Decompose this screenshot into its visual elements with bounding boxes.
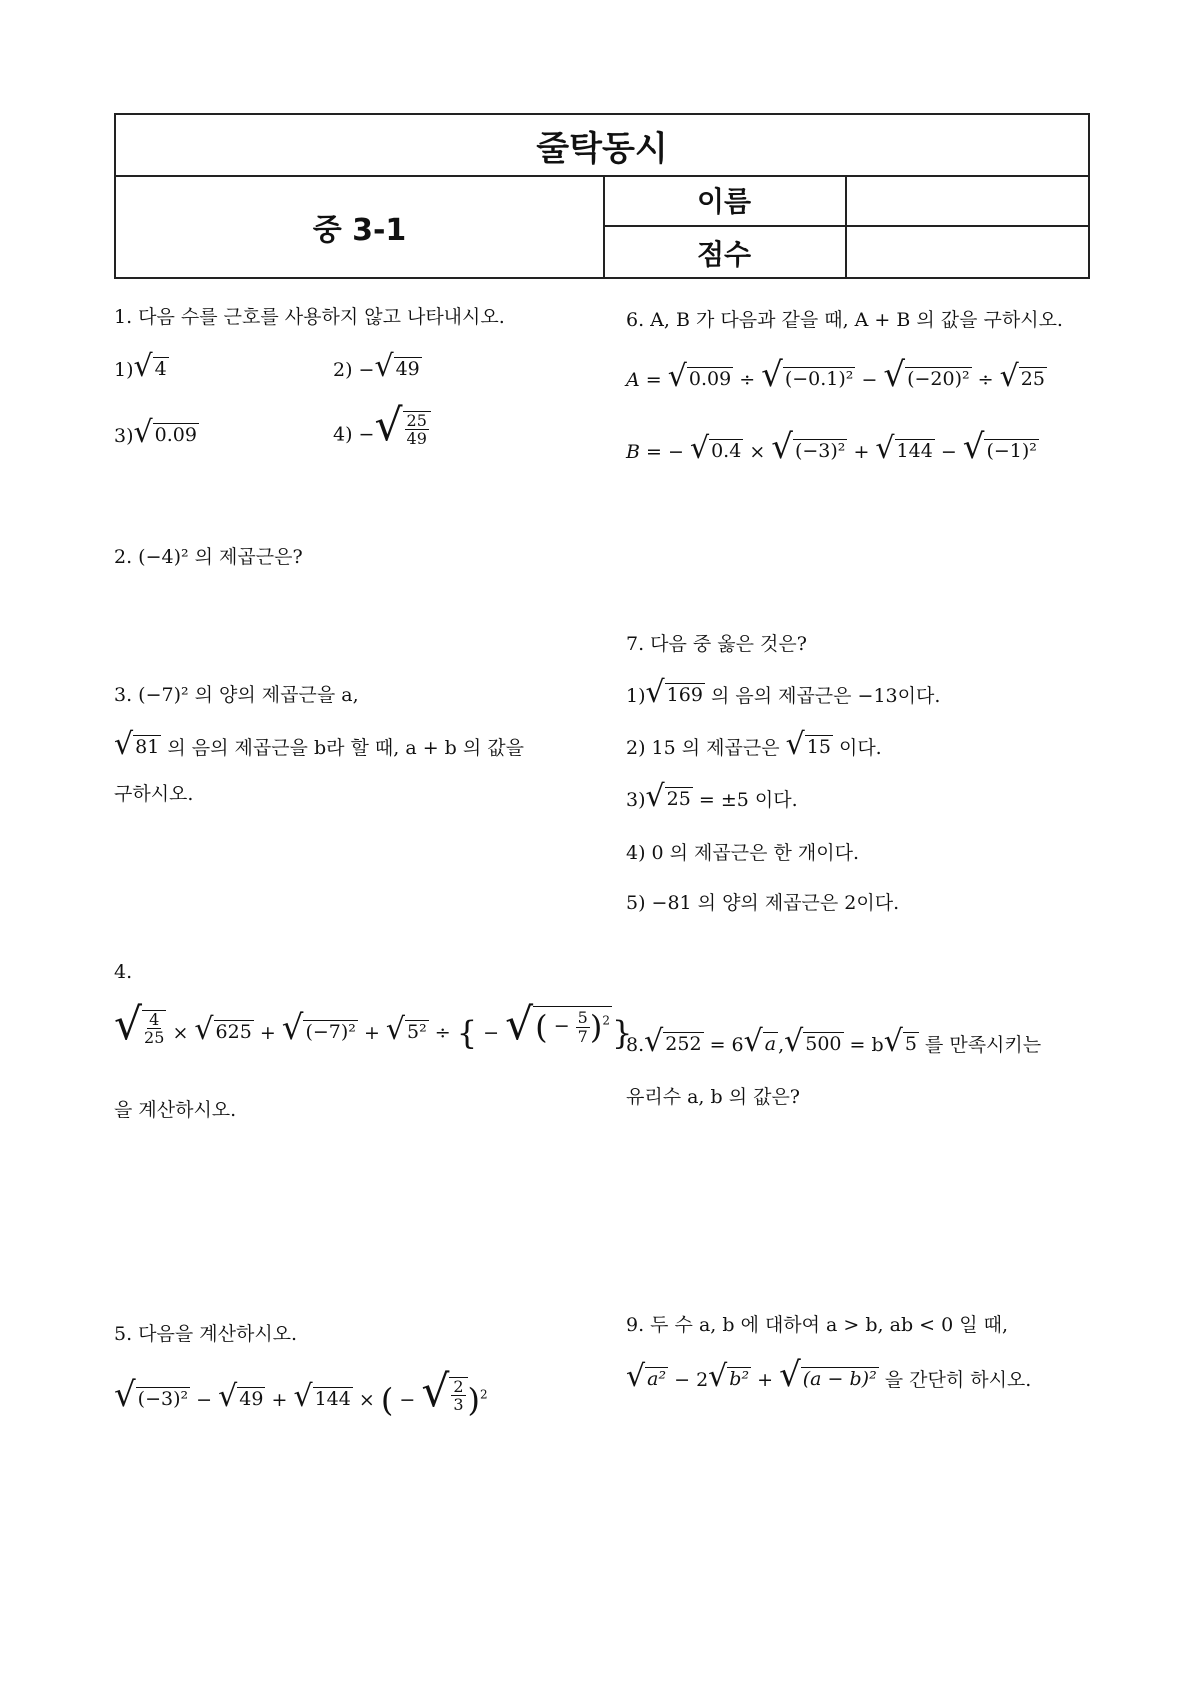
question-5-text: 5. 다음을 계산하시오. (114, 1323, 298, 1345)
question-8-line-1: 8. √ 252 = 6 √ a , √ 500 = b √ 5 를 만족시키는 (626, 1024, 1042, 1059)
question-6-expression-a: A = √ 0.09 ÷ √ (−0.1)² − √ (−20)² ÷ √ 25 (626, 355, 1045, 395)
question-1-item-1: 1) √ 4 (114, 349, 167, 384)
name-field[interactable] (847, 175, 1090, 227)
question-9-expression: √ a² − 2 √ b² + √ (a − b)² 을 간단히 하시오. (626, 1355, 1032, 1395)
question-1-item-3: 3) √ 0.09 (114, 415, 197, 450)
score-label: 점수 (603, 227, 847, 279)
question-5-expression: √ (−3)² − √ 49 + √ 144 × ( − √ $\frac{2}{3}$ )$^2$ (114, 1366, 488, 1420)
name-label: 이름 (603, 175, 847, 227)
question-3-line-3: 구하시오. (114, 783, 194, 805)
worksheet-title: 줄탁동시 (116, 115, 1088, 177)
question-6-text: 6. A, B 가 다음과 같을 때, A + B 의 값을 구하시오. (626, 309, 1063, 331)
header-table (114, 113, 1090, 279)
question-7-option-2: 2) 15 의 제곱근은 √ 15 이다. (626, 727, 882, 762)
question-1-item-2: 2) − √ 49 (333, 349, 420, 384)
question-6-expression-b: B = − √ 0.4 × √ (−3)² + √ 144 − √ (−1)² (626, 427, 1037, 467)
question-2-text: 2. (−4)² 의 제곱근은? (114, 546, 303, 568)
question-9-line-1: 9. 두 수 a, b 에 대하여 a > b, ab < 0 일 때, (626, 1314, 1009, 1336)
grade-label: 중 3-1 (116, 175, 605, 279)
question-1-text: 1. 다음 수를 근호를 사용하지 않고 나타내시오. (114, 306, 505, 328)
question-4-tail: 을 계산하시오. (114, 1099, 237, 1121)
question-4-label: 4. (114, 961, 133, 983)
question-7-option-4: 4) 0 의 제곱근은 한 개이다. (626, 842, 860, 864)
question-8-line-2: 유리수 a, b 의 값은? (626, 1086, 800, 1108)
question-1-item-4: 4) − √ $\frac{25}{49}$ (333, 404, 431, 448)
question-7-option-5: 5) −81 의 양의 제곱근은 2이다. (626, 892, 900, 914)
question-7-option-1: 1) √ 169 의 음의 제곱근은 −13이다. (626, 675, 941, 710)
question-7-option-3: 3) √ 25 = ±5 이다. (626, 779, 798, 814)
question-4-expression: √ $\frac{4}{25}$ × √ 625 + √ (−7)² + √ 5² ÷ { − √ ( − $\frac{5}{7}$ )$^2$ } (114, 999, 633, 1053)
score-field[interactable] (847, 227, 1090, 279)
question-3-line-1: 3. (−7)² 의 양의 제곱근을 a, (114, 684, 359, 706)
question-3-line-2: √ 81 의 음의 제곱근을 b라 할 때, a + b 의 값을 (114, 727, 524, 762)
question-7-text: 7. 다음 중 옳은 것은? (626, 633, 807, 655)
